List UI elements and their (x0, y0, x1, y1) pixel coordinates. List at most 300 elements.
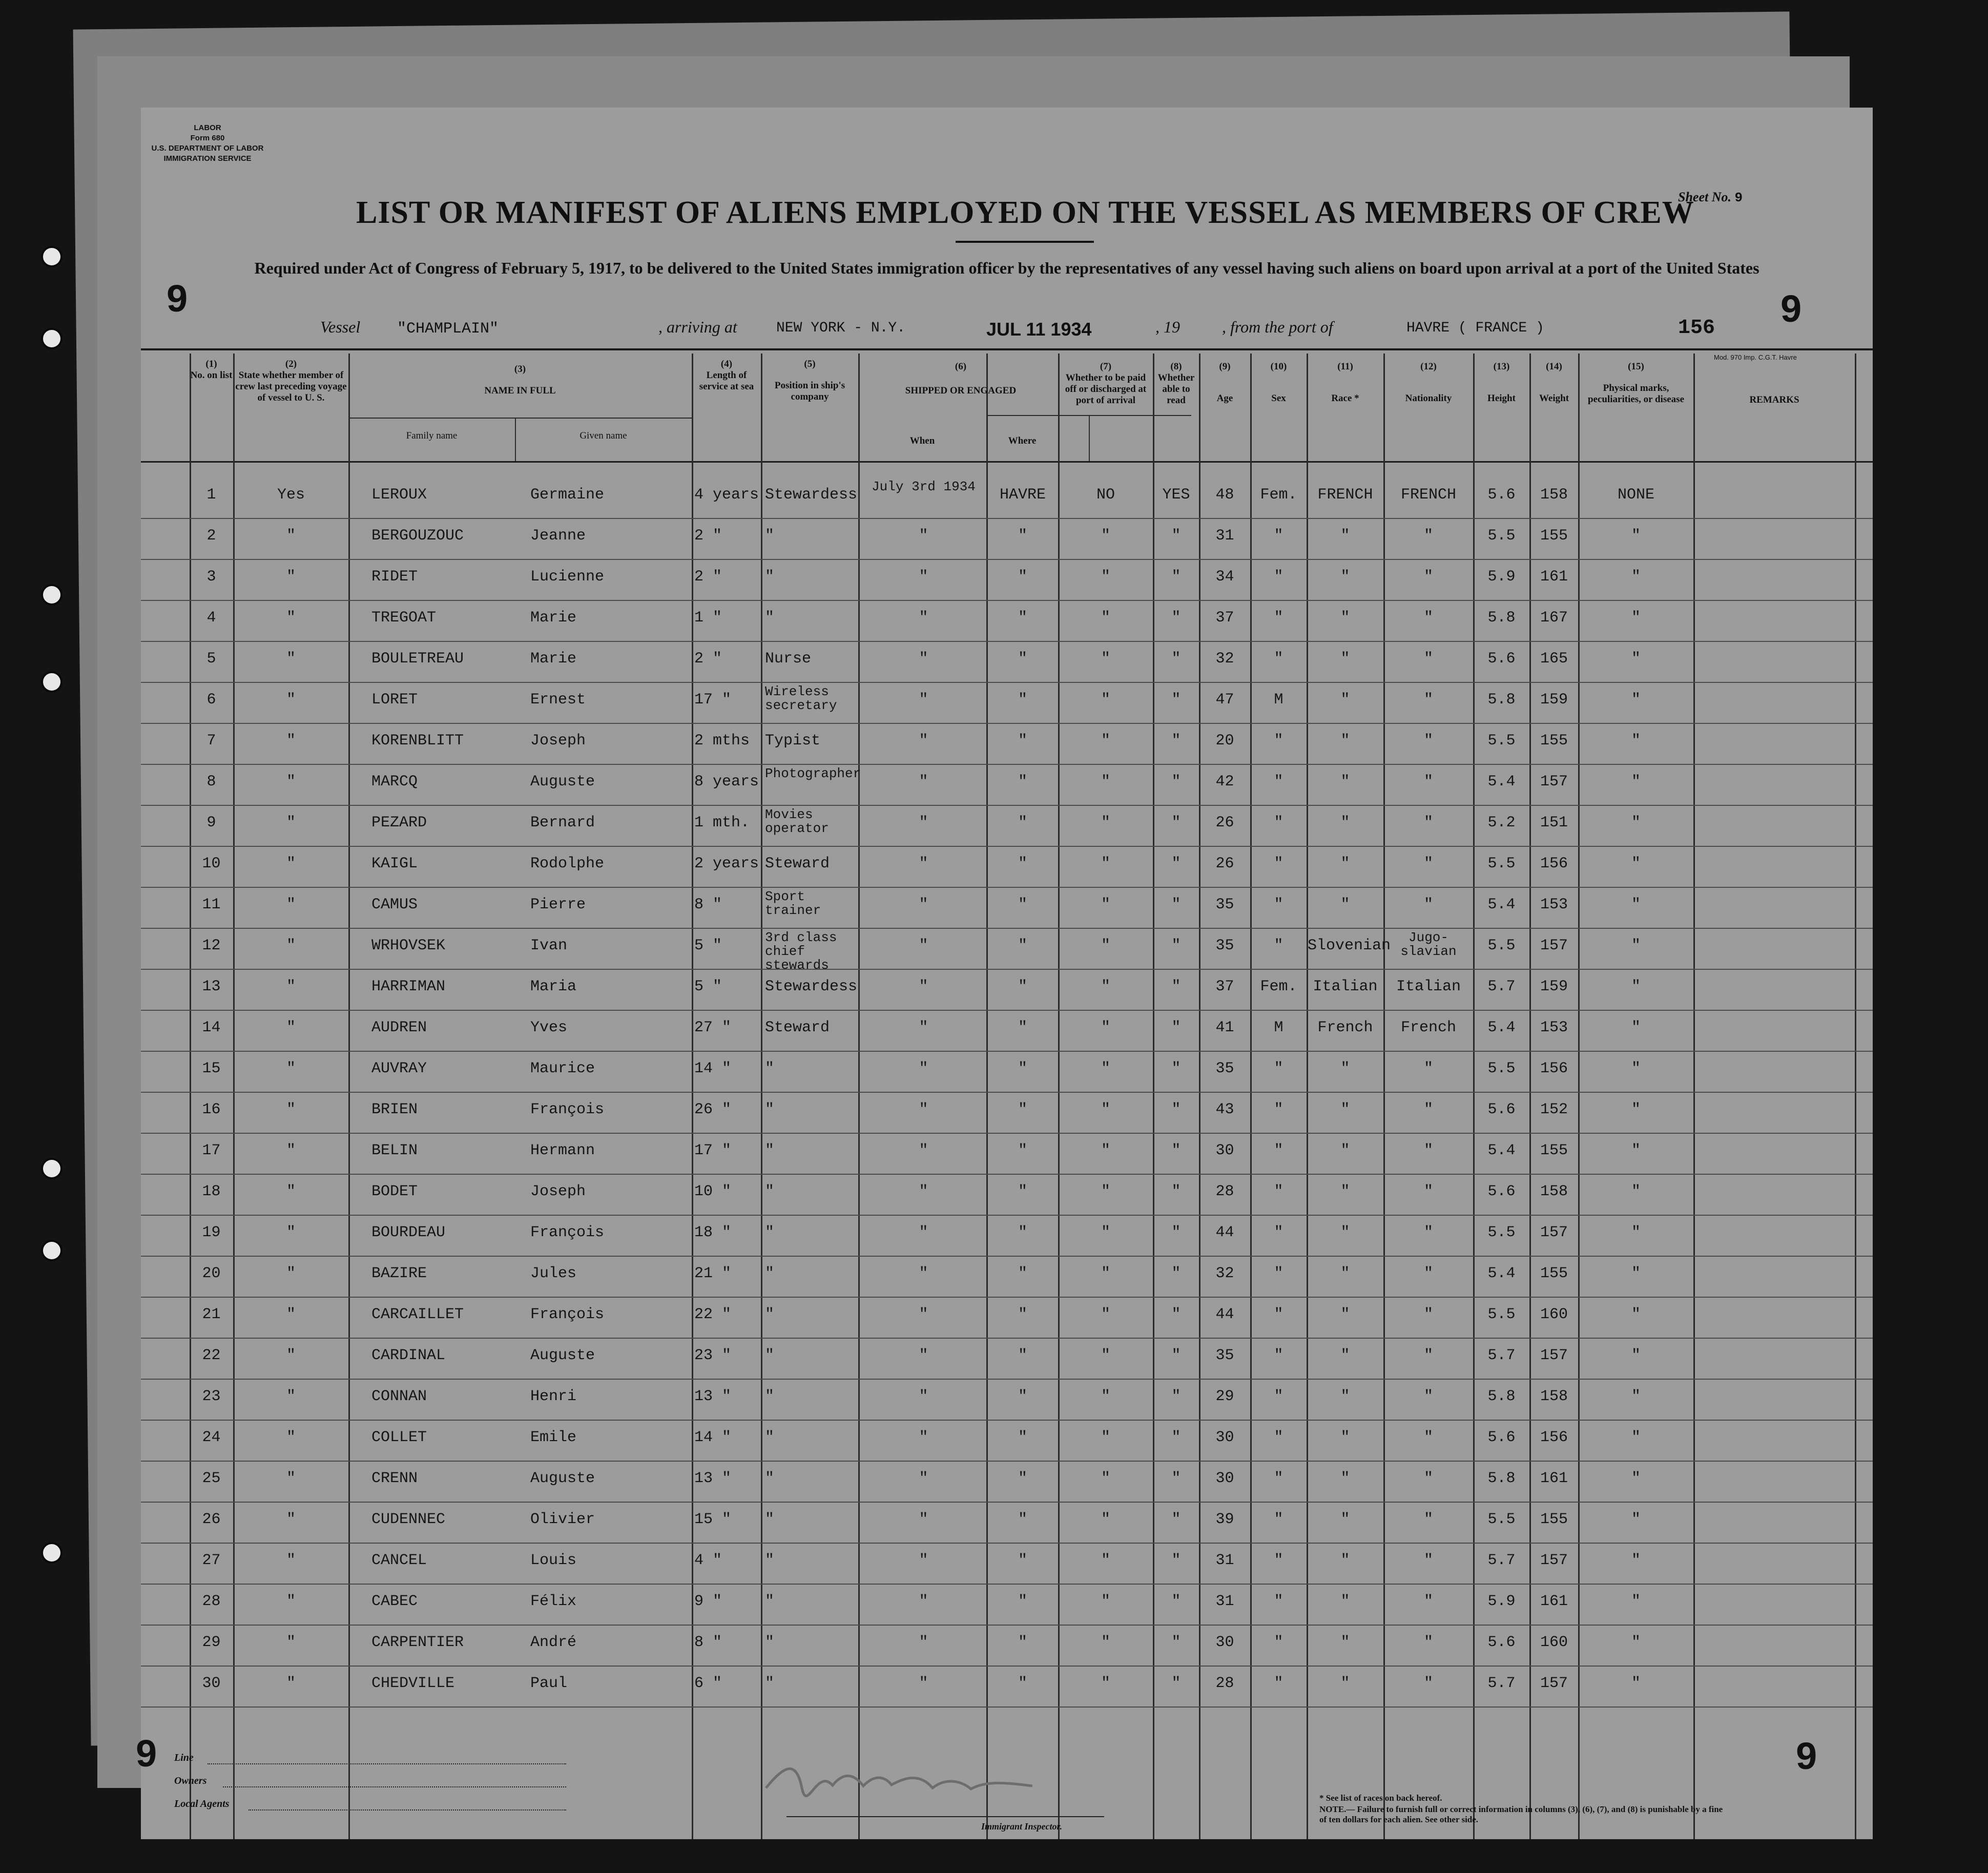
physical-marks: " (1631, 650, 1641, 668)
paid-off: " (1101, 1265, 1110, 1282)
able-to-read: " (1171, 1552, 1181, 1569)
manifest-page (136, 108, 1873, 1839)
physical-marks: NONE (1617, 486, 1654, 504)
previous-voyage: " (286, 691, 296, 709)
position: Steward (765, 855, 830, 872)
punch-hole (41, 1240, 63, 1261)
sheet-number: Sheet No. 9 (1678, 190, 1743, 205)
name-subheader-rule (348, 418, 692, 419)
shipped-when: " (919, 1675, 928, 1692)
position: Movies operator (765, 807, 829, 836)
family-name: CRENN (371, 1470, 418, 1487)
height: 5.5 (1487, 1306, 1516, 1323)
age: 35 (1215, 896, 1234, 913)
weight: 155 (1540, 1511, 1568, 1528)
paid-off: " (1101, 650, 1110, 668)
race: " (1340, 814, 1350, 831)
length-of-service: 5 " (694, 978, 722, 995)
table-row (141, 520, 1873, 561)
row-divider (141, 682, 1873, 683)
sex: " (1274, 650, 1283, 668)
nationality: " (1423, 773, 1433, 790)
given-name: Auguste (530, 1347, 595, 1364)
length-of-service: 18 " (694, 1224, 732, 1241)
row-number: 12 (202, 937, 221, 954)
table-row (141, 1135, 1873, 1176)
previous-voyage: " (286, 568, 296, 586)
shipped-where: " (1018, 1142, 1027, 1159)
shipped-when: " (919, 1265, 928, 1282)
paid-off: " (1101, 1060, 1110, 1077)
col-15-header: (15) Physical marks, peculiarities, or disease (1587, 361, 1685, 405)
row-number: 14 (202, 1019, 221, 1036)
given-name: Joseph (530, 1183, 586, 1200)
paid-off: " (1101, 1511, 1110, 1528)
previous-voyage: " (286, 1675, 296, 1692)
sex: " (1274, 1675, 1283, 1692)
shipped-where: " (1018, 1470, 1027, 1487)
shipped-when: " (919, 1019, 928, 1036)
sex: " (1274, 1511, 1283, 1528)
paid-off: " (1101, 773, 1110, 790)
col-4-header: (4) Length of service at sea (699, 359, 754, 392)
paid-off: " (1101, 937, 1110, 954)
row-divider (141, 969, 1873, 970)
paid-off: " (1101, 609, 1110, 627)
given-name: François (530, 1224, 605, 1241)
age: 43 (1215, 1101, 1234, 1118)
table-row (141, 1176, 1873, 1217)
age: 30 (1215, 1470, 1234, 1487)
weight: 158 (1540, 486, 1568, 504)
position: " (765, 1224, 775, 1241)
row-number: 6 (206, 691, 216, 709)
paid-off: " (1101, 1347, 1110, 1364)
family-name: BAZIRE (371, 1265, 427, 1282)
age: 35 (1215, 1060, 1234, 1077)
table-row (141, 1217, 1873, 1258)
race: " (1340, 732, 1350, 750)
table-row (141, 930, 1873, 971)
height: 5.4 (1487, 773, 1516, 790)
shipped-when: " (919, 1101, 928, 1118)
given-name: Auguste (530, 773, 595, 790)
height: 5.5 (1487, 732, 1516, 750)
sex: " (1274, 527, 1283, 545)
sex: " (1274, 1306, 1283, 1323)
family-name: CARPENTIER (371, 1634, 464, 1651)
age: 28 (1215, 1183, 1234, 1200)
shipped-where: " (1018, 1019, 1027, 1036)
race: " (1340, 1593, 1350, 1610)
length-of-service: 2 " (694, 650, 722, 668)
local-agents-field (248, 1809, 566, 1810)
physical-marks: " (1631, 527, 1641, 545)
able-to-read: " (1171, 1183, 1181, 1200)
inspector-signature (756, 1752, 1043, 1808)
weight: 155 (1540, 732, 1568, 750)
previous-voyage: " (286, 1183, 296, 1200)
physical-marks: " (1631, 1101, 1641, 1118)
table-row (141, 1258, 1873, 1299)
paid-off: " (1101, 1634, 1110, 1651)
age: 30 (1215, 1142, 1234, 1159)
big-sheet-number-bottom-left: 9 (136, 1732, 157, 1775)
family-name: BODET (371, 1183, 418, 1200)
signature-stroke (766, 1769, 1032, 1796)
paid-off: NO (1096, 486, 1115, 504)
race: " (1340, 773, 1350, 790)
col-14-header: (14) Weight (1539, 361, 1569, 404)
previous-voyage: " (286, 896, 296, 913)
previous-voyage: " (286, 609, 296, 627)
department-label: LABOR (194, 123, 221, 132)
able-to-read: " (1171, 1511, 1181, 1528)
col-9-header: (9) Age (1216, 361, 1233, 404)
col-11-header: (11) Race * (1331, 361, 1359, 404)
age: 35 (1215, 1347, 1234, 1364)
given-name: Marie (530, 650, 577, 668)
position: " (765, 1265, 775, 1282)
physical-marks: " (1631, 1552, 1641, 1569)
shipped-where: " (1018, 1265, 1027, 1282)
sex: M (1274, 691, 1283, 709)
shipped-when: " (919, 527, 928, 545)
previous-voyage: " (286, 1593, 296, 1610)
height: 5.5 (1487, 1224, 1516, 1241)
shipped-when: " (919, 1470, 928, 1487)
family-name: CONNAN (371, 1388, 427, 1405)
height: 5.4 (1487, 896, 1516, 913)
position: Stewardess (765, 978, 858, 995)
table-row (141, 1463, 1873, 1504)
big-sheet-number-top-right: 9 (1780, 287, 1802, 330)
table-row (141, 561, 1873, 602)
age: 20 (1215, 732, 1234, 750)
able-to-read: " (1171, 1265, 1181, 1282)
able-to-read: " (1171, 1634, 1181, 1651)
race: " (1340, 1183, 1350, 1200)
length-of-service: 2 " (694, 527, 722, 545)
row-number: 3 (206, 568, 216, 586)
previous-voyage: " (286, 1634, 296, 1651)
race: " (1340, 609, 1350, 627)
row-divider (141, 1584, 1873, 1585)
length-of-service: 8 " (694, 896, 722, 913)
race: " (1340, 1142, 1350, 1159)
paid-off: " (1101, 1101, 1110, 1118)
table-row (141, 725, 1873, 766)
weight: 151 (1540, 814, 1568, 831)
length-of-service: 22 " (694, 1306, 732, 1323)
race: " (1340, 1388, 1350, 1405)
position: " (765, 1101, 775, 1118)
given-name: Germaine (530, 486, 605, 504)
previous-voyage: " (286, 650, 296, 668)
shipped-when: " (919, 1060, 928, 1077)
nationality: " (1423, 1101, 1433, 1118)
family-name: BELIN (371, 1142, 418, 1159)
height: 5.4 (1487, 1142, 1516, 1159)
sex: " (1274, 937, 1283, 954)
height: 5.6 (1487, 650, 1516, 668)
height: 5.8 (1487, 609, 1516, 627)
family-name: BERGOUZOUC (371, 527, 464, 545)
punch-hole (41, 1158, 63, 1179)
previous-voyage: " (286, 1306, 296, 1323)
weight: 155 (1540, 1142, 1568, 1159)
shipped-when: " (919, 1634, 928, 1651)
length-of-service: 14 " (694, 1429, 732, 1446)
able-to-read: " (1171, 1306, 1181, 1323)
shipped-where: " (1018, 1675, 1027, 1692)
physical-marks: " (1631, 773, 1641, 790)
nationality: " (1423, 568, 1433, 586)
row-number: 30 (202, 1675, 221, 1692)
family-name: PEZARD (371, 814, 427, 831)
date-stamp: JUL 11 1934 (986, 319, 1092, 340)
row-divider (141, 928, 1873, 929)
row-number: 9 (206, 814, 216, 831)
given-name: Ernest (530, 691, 586, 709)
col-1-header: (1) No. on list (190, 359, 233, 381)
table-row (141, 1094, 1873, 1135)
nationality: " (1423, 1183, 1433, 1200)
shipped-when: " (919, 1388, 928, 1405)
able-to-read: " (1171, 732, 1181, 750)
given-name: Pierre (530, 896, 586, 913)
length-of-service: 2 mths (694, 732, 750, 750)
paid-off: " (1101, 1675, 1110, 1692)
able-to-read: " (1171, 1388, 1181, 1405)
weight: 153 (1540, 896, 1568, 913)
given-name: Marie (530, 609, 577, 627)
weight: 157 (1540, 1347, 1568, 1364)
race: " (1340, 527, 1350, 545)
shipped-when-header: When (909, 435, 935, 446)
big-sheet-number-bottom-right: 9 (1796, 1735, 1817, 1777)
row-number: 21 (202, 1306, 221, 1323)
row-divider (141, 1092, 1873, 1093)
shipped-where: " (1018, 978, 1027, 995)
previous-voyage: " (286, 1060, 296, 1077)
shipped-when: " (919, 1347, 928, 1364)
given-name: Maria (530, 978, 577, 995)
paid-off: " (1101, 527, 1110, 545)
row-divider (141, 764, 1873, 765)
row-number: 4 (206, 609, 216, 627)
nationality: " (1423, 1511, 1433, 1528)
weight: 167 (1540, 609, 1568, 627)
position: " (765, 1306, 775, 1323)
shipped-when: " (919, 1593, 928, 1610)
previous-voyage: " (286, 978, 296, 995)
row-divider (141, 1502, 1873, 1503)
row-number: 29 (202, 1634, 221, 1651)
shipped-when: " (919, 1552, 928, 1569)
punch-hole (41, 328, 63, 349)
physical-marks: " (1631, 937, 1641, 954)
given-name-header: Given name (579, 430, 627, 441)
paid-off: " (1101, 1224, 1110, 1241)
length-of-service: 6 " (694, 1675, 722, 1692)
weight: 158 (1540, 1388, 1568, 1405)
length-of-service: 8 years (694, 773, 759, 790)
table-row (141, 1012, 1873, 1053)
race: " (1340, 1429, 1350, 1446)
previous-voyage: " (286, 732, 296, 750)
able-to-read: " (1171, 1675, 1181, 1692)
shipped-where: " (1018, 691, 1027, 709)
sex: Fem. (1260, 978, 1297, 995)
given-name: François (530, 1101, 605, 1118)
table-row (141, 602, 1873, 643)
race: " (1340, 1101, 1350, 1118)
nationality: FRENCH (1400, 486, 1457, 504)
previous-voyage: " (286, 1470, 296, 1487)
sex: " (1274, 1552, 1283, 1569)
physical-marks: " (1631, 609, 1641, 627)
row-divider (141, 1297, 1873, 1298)
sex: " (1274, 814, 1283, 831)
nationality: " (1423, 1142, 1433, 1159)
race: " (1340, 1265, 1350, 1282)
nationality: " (1423, 691, 1433, 709)
sex: " (1274, 1470, 1283, 1487)
shipped-when: " (919, 1306, 928, 1323)
weight: 157 (1540, 1552, 1568, 1569)
age: 44 (1215, 1224, 1234, 1241)
row-divider (141, 600, 1873, 601)
position: " (765, 1593, 775, 1610)
nationality: " (1423, 1306, 1433, 1323)
weight: 157 (1540, 1675, 1568, 1692)
length-of-service: 9 " (694, 1593, 722, 1610)
shipped-where: " (1018, 609, 1027, 627)
shipped-where: " (1018, 732, 1027, 750)
paid-off: " (1101, 814, 1110, 831)
weight: 155 (1540, 1265, 1568, 1282)
table-row (141, 1422, 1873, 1463)
paid-off: " (1101, 1552, 1110, 1569)
family-name: LORET (371, 691, 418, 709)
weight: 152 (1540, 1101, 1568, 1118)
row-number: 16 (202, 1101, 221, 1118)
row-number: 23 (202, 1388, 221, 1405)
shipped-where: " (1018, 896, 1027, 913)
row-number: 10 (202, 855, 221, 872)
shipped-when: " (919, 609, 928, 627)
height: 5.6 (1487, 1429, 1516, 1446)
physical-marks: " (1631, 1183, 1641, 1200)
weight: 156 (1540, 855, 1568, 872)
row-divider (141, 1010, 1873, 1011)
able-to-read: " (1171, 1347, 1181, 1364)
row-divider (141, 723, 1873, 724)
age: 39 (1215, 1511, 1234, 1528)
weight: 160 (1540, 1306, 1568, 1323)
sex: " (1274, 568, 1283, 586)
shipped-where: HAVRE (999, 486, 1046, 504)
physical-marks: " (1631, 1060, 1641, 1077)
shipped-where: " (1018, 1429, 1027, 1446)
row-number: 8 (206, 773, 216, 790)
age: 26 (1215, 814, 1234, 831)
shipped-when: " (919, 1511, 928, 1528)
sex: " (1274, 1593, 1283, 1610)
weight: 157 (1540, 1224, 1568, 1241)
race: " (1340, 1060, 1350, 1077)
race: " (1340, 1470, 1350, 1487)
height: 5.7 (1487, 978, 1516, 995)
row-divider (141, 1543, 1873, 1544)
position: " (765, 1552, 775, 1569)
local-agents-label: Local Agents (174, 1798, 230, 1809)
length-of-service: 8 " (694, 1634, 722, 1651)
nationality: " (1423, 896, 1433, 913)
family-name: CUDENNEC (371, 1511, 446, 1528)
age: 30 (1215, 1429, 1234, 1446)
able-to-read: " (1171, 568, 1181, 586)
nationality: " (1423, 814, 1433, 831)
weight: 158 (1540, 1183, 1568, 1200)
position: Typist (765, 732, 821, 750)
age: 29 (1215, 1388, 1234, 1405)
position: " (765, 1429, 775, 1446)
table-row (141, 1668, 1873, 1709)
arriving-port: NEW YORK - N.Y. (776, 320, 906, 336)
row-divider (141, 1706, 1873, 1708)
able-to-read: " (1171, 773, 1181, 790)
physical-marks: " (1631, 732, 1641, 750)
length-of-service: 2 years (694, 855, 759, 872)
departure-port: HAVRE ( FRANCE ) (1406, 320, 1544, 336)
row-number: 13 (202, 978, 221, 995)
penalty-note: NOTE.— Failure to furnish full or correct information in columns (3), (6), (7), and (8) is punishable by a fine of ten dollars for each alien. See other side. (1319, 1804, 1723, 1824)
height: 5.7 (1487, 1347, 1516, 1364)
position: " (765, 609, 775, 627)
given-name: Yves (530, 1019, 568, 1036)
weight: 161 (1540, 568, 1568, 586)
length-of-service: 14 " (694, 1060, 732, 1077)
shipped-when: " (919, 1142, 928, 1159)
able-to-read: " (1171, 1224, 1181, 1241)
physical-marks: " (1631, 855, 1641, 872)
shipped-where-header: Where (1008, 435, 1037, 446)
table-row (141, 1381, 1873, 1422)
row-divider (141, 1338, 1873, 1339)
sex: Fem. (1260, 486, 1297, 504)
table-row (141, 1504, 1873, 1545)
age: 30 (1215, 1634, 1234, 1651)
weight: 161 (1540, 1593, 1568, 1610)
nationality: " (1423, 732, 1433, 750)
able-to-read: " (1171, 1019, 1181, 1036)
position: Stewardess (765, 486, 858, 504)
height: 5.5 (1487, 1060, 1516, 1077)
year-label: , 19 (1155, 318, 1180, 336)
length-of-service: 21 " (694, 1265, 732, 1282)
physical-marks: " (1631, 1634, 1641, 1651)
nationality: " (1423, 855, 1433, 872)
age: 42 (1215, 773, 1234, 790)
races-note: * See list of races on back hereof. (1319, 1793, 1442, 1803)
length-of-service: 17 " (694, 1142, 732, 1159)
position: Nurse (765, 650, 812, 668)
family-name: CAMUS (371, 896, 418, 913)
previous-voyage: " (286, 1101, 296, 1118)
height: 5.6 (1487, 1101, 1516, 1118)
